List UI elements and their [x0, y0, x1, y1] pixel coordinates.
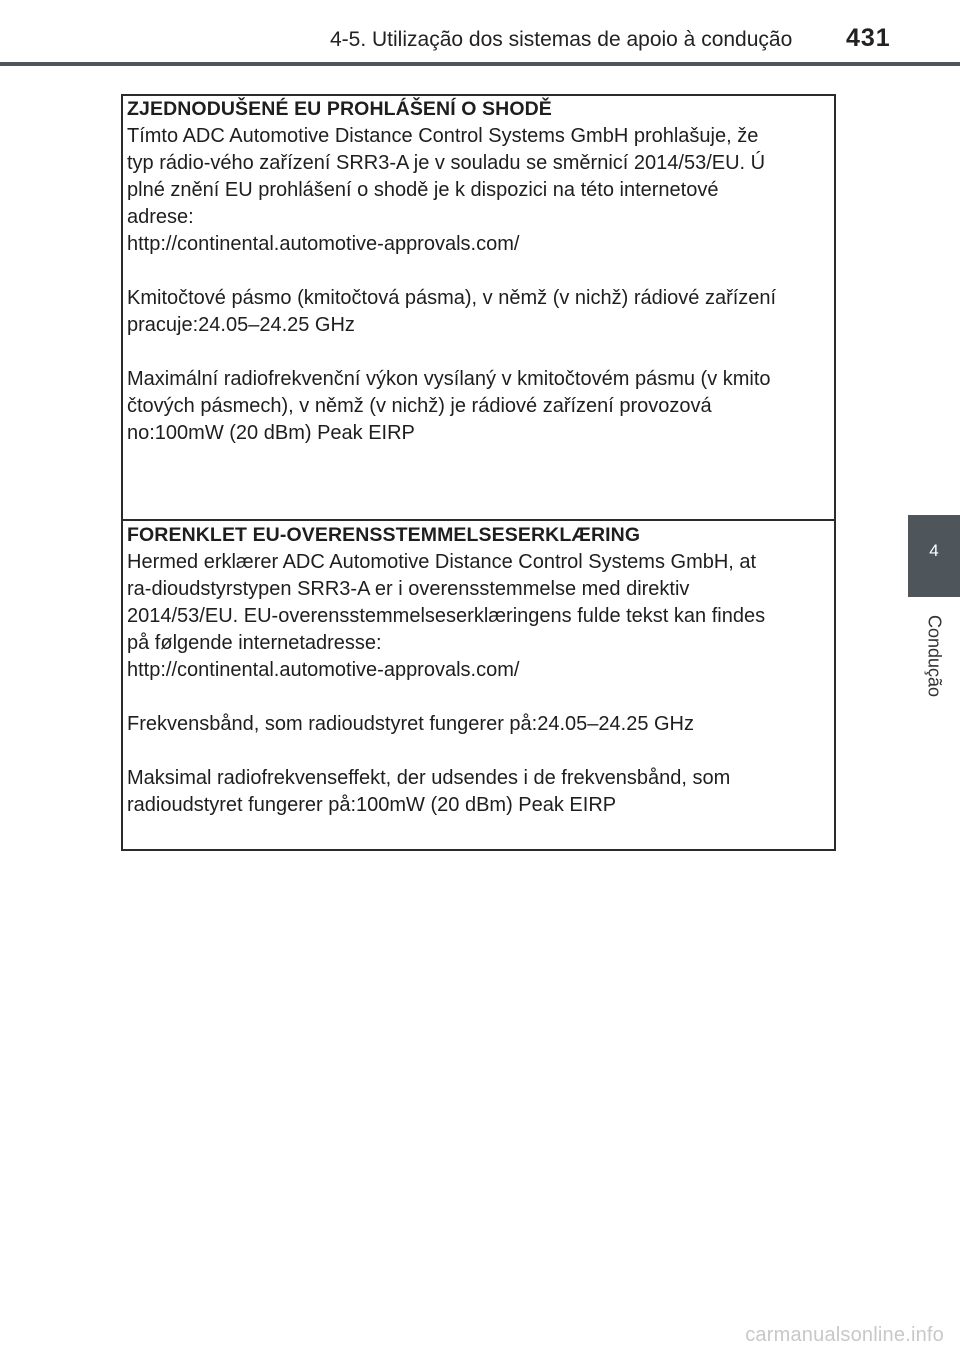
header-section-title: 4-5. Utilização dos sistemas de apoio à condução: [330, 28, 793, 51]
declaration-text: Hermed erklærer ADC Automotive Distance Control Systems GmbH, at: [127, 551, 757, 573]
declaration-text: adrese:: [127, 206, 194, 228]
power-text: čtových pásmech), v němž (v nichž) je rádiové zařízení provozová: [127, 395, 712, 417]
spacer: [127, 684, 834, 711]
declaration-title: FORENKLET EU-OVERENSSTEMMELSESERKLÆRING: [127, 524, 641, 546]
power-text: radioudstyret fungerer på:100mW (20 dBm) Peak EIRP: [127, 794, 617, 816]
declaration-url[interactable]: http://continental.automotive-approvals.com/: [127, 233, 520, 255]
watermark: carmanualsonline.info: [745, 1324, 944, 1346]
spacer: [127, 738, 834, 765]
declaration-czech: [127, 96, 834, 447]
declaration-text: plné znění EU prohlášení o shodě je k dispozici na této internetové: [127, 179, 719, 201]
frame-divider: [123, 519, 834, 521]
frequency-text: pracuje:24.05–24.25 GHz: [127, 314, 355, 336]
declaration-text: 2014/53/EU. EU-overensstemmelseserklæringens fulde tekst kan findes: [127, 605, 766, 627]
power-text: no:100mW (20 dBm) Peak EIRP: [127, 422, 415, 444]
header-rule: [0, 62, 960, 66]
declaration-text: på følgende internetadresse:: [127, 632, 382, 654]
declaration-text: Tímto ADC Automotive Distance Control Systems GmbH prohlašuje, že: [127, 125, 759, 147]
frequency-text: Kmitočtové pásmo (kmitočtová pásma), v němž (v nichž) rádiové zařízení: [127, 287, 777, 309]
spacer: [127, 339, 834, 366]
chapter-number: 4: [929, 541, 939, 560]
declaration-text: ra-dioudstyrstypen SRR3-A er i overensstemmelse med direktiv: [127, 578, 690, 600]
power-text: Maximální radiofrekvenční výkon vysílaný v kmitočtovém pásmu (v kmito: [127, 368, 771, 390]
declaration-frame: [121, 94, 836, 851]
spacer: [127, 258, 834, 285]
declaration-text: typ rádio-vého zařízení SRR3-A je v souladu se směrnicí 2014/53/EU. Ú: [127, 152, 766, 174]
chapter-tab[interactable]: [908, 515, 960, 597]
chapter-name: Condução: [924, 614, 945, 697]
chapter-label: [919, 608, 949, 703]
frequency-text: Frekvensbånd, som radioudstyret fungerer på:24.05–24.25 GHz: [127, 713, 694, 735]
declaration-url[interactable]: http://continental.automotive-approvals.com/: [127, 659, 520, 681]
page-number: 431: [846, 24, 891, 52]
declaration-danish: [127, 522, 834, 819]
power-text: Maksimal radiofrekvenseffekt, der udsendes i de frekvensbånd, som: [127, 767, 731, 789]
declaration-title: ZJEDNODUŠENÉ EU PROHLÁŠENÍ O SHODĚ: [127, 98, 552, 120]
